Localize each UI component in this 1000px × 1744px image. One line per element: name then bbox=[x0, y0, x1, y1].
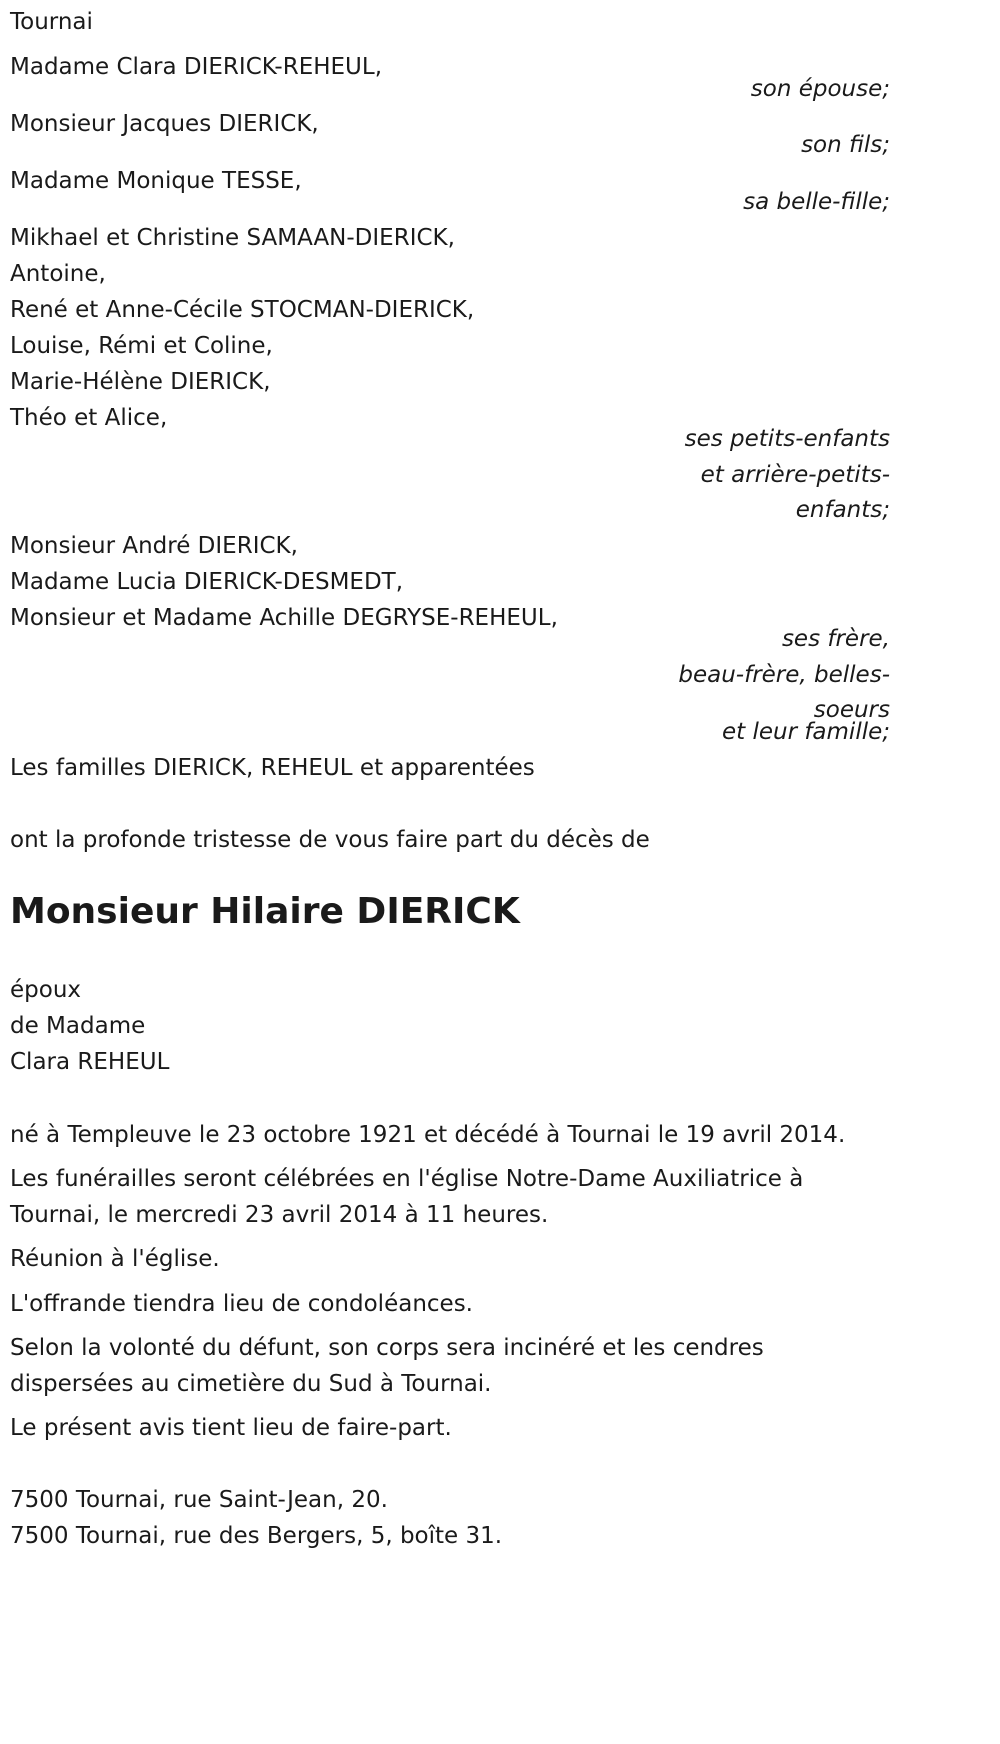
family-role-2: son fils; bbox=[801, 132, 890, 158]
family-name-2: Monsieur Jacques DIERICK, bbox=[10, 111, 319, 137]
siblings-role-4: et leur famille; bbox=[721, 719, 890, 745]
meeting-line: Réunion à l'église. bbox=[10, 1246, 220, 1272]
grandchild-line-6: Théo et Alice, bbox=[10, 405, 168, 431]
address-line-1: 7500 Tournai, rue Saint-Jean, 20. bbox=[10, 1487, 388, 1513]
grandchild-line-4: Louise, Rémi et Coline, bbox=[10, 333, 273, 359]
notice-line: Le présent avis tient lieu de faire-part. bbox=[10, 1415, 452, 1441]
family-role-3: sa belle-fille; bbox=[743, 189, 890, 215]
sibling-line-1: Monsieur André DIERICK, bbox=[10, 533, 298, 559]
grandchildren-role-3: enfants; bbox=[795, 497, 890, 523]
grandchild-line-1: Mikhael et Christine SAMAAN-DIERICK, bbox=[10, 225, 455, 251]
siblings-role-2: beau-frère, belles- bbox=[678, 662, 890, 688]
siblings-role-1: ses frère, bbox=[781, 626, 890, 652]
spouse-line-2: de Madame bbox=[10, 1013, 146, 1039]
address-line-2: 7500 Tournai, rue des Bergers, 5, boîte 31. bbox=[10, 1523, 503, 1549]
announcement: ont la profonde tristesse de vous faire part du décès de bbox=[10, 827, 650, 853]
grandchild-line-3: René et Anne-Cécile STOCMAN-DIERICK, bbox=[10, 297, 475, 323]
deceased-name: Monsieur Hilaire DIERICK bbox=[10, 891, 520, 932]
grandchild-line-5: Marie-Hélène DIERICK, bbox=[10, 369, 271, 395]
siblings-role-3: soeurs bbox=[813, 697, 890, 723]
funeral-line-2: Tournai, le mercredi 23 avril 2014 à 11 heures. bbox=[10, 1202, 549, 1228]
sibling-line-3: Monsieur et Madame Achille DEGRYSE-REHEUL, bbox=[10, 605, 558, 631]
family-role-1: son épouse; bbox=[750, 76, 890, 102]
family-name-3: Madame Monique TESSE, bbox=[10, 168, 302, 194]
grandchildren-role-2: et arrière-petits- bbox=[700, 462, 890, 488]
sibling-line-2: Madame Lucia DIERICK-DESMEDT, bbox=[10, 569, 404, 595]
offering-line: L'offrande tiendra lieu de condoléances. bbox=[10, 1291, 473, 1317]
wish-line-1: Selon la volonté du défunt, son corps sera incinéré et les cendres bbox=[10, 1335, 764, 1361]
city-heading: Tournai bbox=[10, 9, 93, 35]
birth-death-line: né à Templeuve le 23 octobre 1921 et décédé à Tournai le 19 avril 2014. bbox=[10, 1122, 846, 1148]
spouse-line-3: Clara REHEUL bbox=[10, 1049, 170, 1075]
spouse-line-1: époux bbox=[10, 977, 82, 1003]
grandchildren-role-1: ses petits-enfants bbox=[684, 426, 890, 452]
family-name-1: Madame Clara DIERICK-REHEUL, bbox=[10, 54, 383, 80]
families-line: Les familles DIERICK, REHEUL et apparentées bbox=[10, 755, 535, 781]
wish-line-2: dispersées au cimetière du Sud à Tournai. bbox=[10, 1371, 492, 1397]
grandchild-line-2: Antoine, bbox=[10, 261, 106, 287]
funeral-line-1: Les funérailles seront célébrées en l'église Notre-Dame Auxiliatrice à bbox=[10, 1166, 804, 1192]
